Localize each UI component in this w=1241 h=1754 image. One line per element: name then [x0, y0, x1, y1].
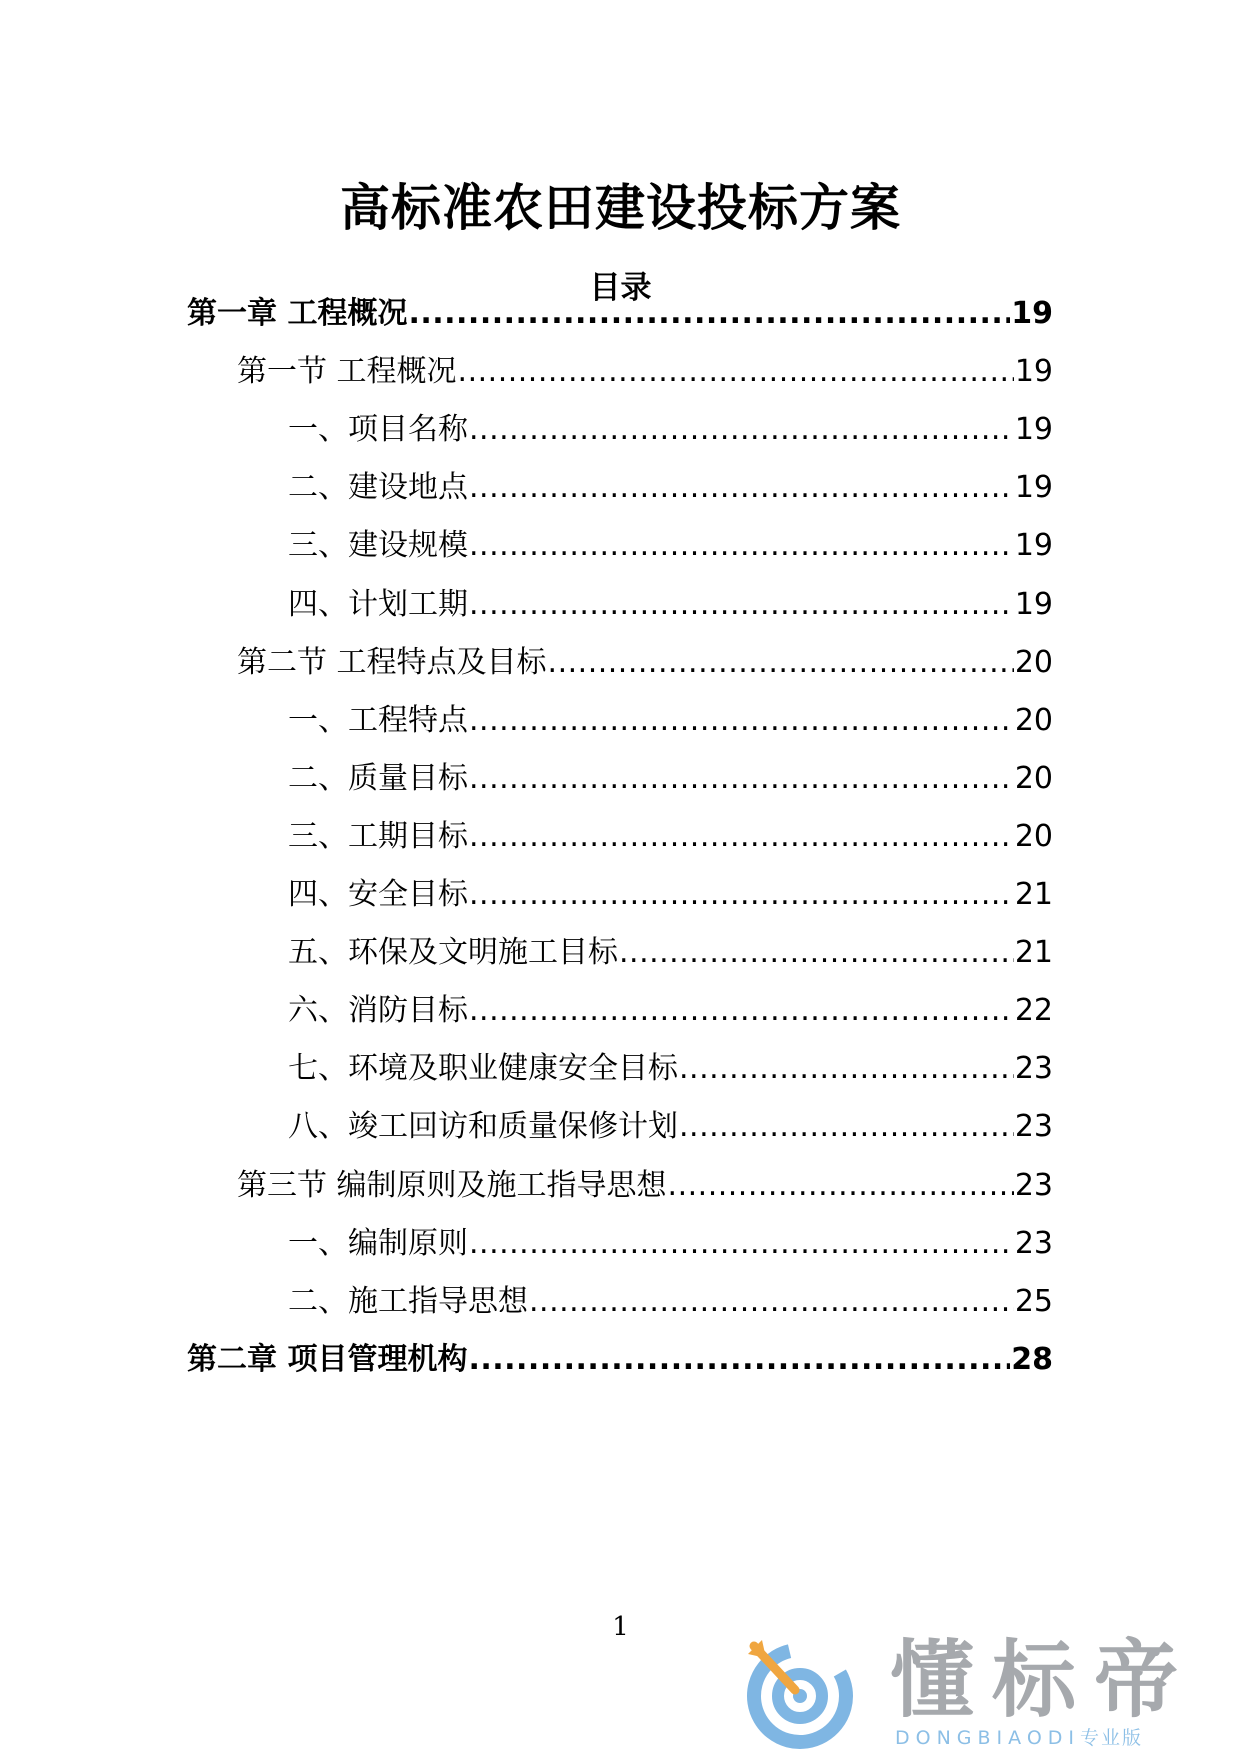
toc-entry-label: 二、施工指导思想	[288, 1284, 528, 1319]
toc-entry-label: 第一节 工程概况	[237, 354, 457, 389]
target-arrow-icon	[740, 1632, 860, 1752]
toc-dot-leader	[529, 1280, 1014, 1324]
toc-entry-page: 19	[1014, 528, 1053, 563]
toc-entry[interactable]	[187, 1338, 1053, 1382]
toc-entry[interactable]	[288, 583, 1053, 627]
toc-entry[interactable]	[288, 1047, 1053, 1091]
toc-entry-label: 五、环保及文明施工目标	[288, 935, 618, 970]
toc-entry[interactable]	[288, 1222, 1053, 1266]
toc-dot-leader	[469, 815, 1014, 859]
toc-dot-leader	[469, 524, 1014, 568]
toc-dot-leader	[469, 408, 1014, 452]
watermark-latin: DONGBIAODI	[895, 1727, 1081, 1749]
toc-entry-label: 一、工程特点	[288, 703, 468, 738]
toc-entry[interactable]	[288, 815, 1053, 859]
toc-entry-page: 20	[1014, 819, 1053, 854]
toc-entry-page: 19	[1014, 412, 1053, 447]
toc-dot-leader	[469, 583, 1014, 627]
toc-dot-leader	[679, 1047, 1014, 1091]
toc-dot-leader	[469, 1222, 1014, 1266]
toc-entry[interactable]	[288, 408, 1053, 452]
toc-entry[interactable]	[288, 466, 1053, 510]
toc-entry-page: 21	[1014, 935, 1053, 970]
watermark-edition: 专业版	[1080, 1727, 1144, 1749]
toc-entry-page: 20	[1014, 645, 1053, 680]
toc-entry[interactable]	[288, 757, 1053, 801]
toc-dot-leader	[469, 757, 1014, 801]
toc-entry[interactable]	[288, 1105, 1053, 1149]
toc-entry-label: 第三节 编制原则及施工指导思想	[237, 1168, 667, 1203]
toc-dot-leader	[668, 1164, 1014, 1208]
toc-entry[interactable]	[187, 292, 1053, 336]
toc-dot-leader	[458, 350, 1014, 394]
toc-dot-leader	[469, 873, 1014, 917]
toc-entry-label: 二、建设地点	[288, 470, 468, 505]
toc-entry-page: 23	[1014, 1168, 1053, 1203]
toc-entry-label: 三、工期目标	[288, 819, 468, 854]
toc-entry-page: 28	[1011, 1342, 1053, 1377]
toc-entry-page: 23	[1014, 1226, 1053, 1261]
toc-dot-leader	[408, 292, 1010, 336]
toc-entry-label: 二、质量目标	[288, 761, 468, 796]
toc-entry-page: 19	[1011, 296, 1053, 331]
toc-entry[interactable]	[288, 524, 1053, 568]
toc-entry-label: 八、竣工回访和质量保修计划	[288, 1109, 678, 1144]
toc-entry-page: 20	[1014, 761, 1053, 796]
toc-entry[interactable]	[288, 1280, 1053, 1324]
toc-entry[interactable]	[288, 931, 1053, 975]
toc-entry-label: 第二章 项目管理机构	[187, 1342, 468, 1377]
toc-entry-label: 第一章 工程概况	[187, 296, 408, 331]
watermark-brand: 懂标帝	[890, 1631, 1197, 1729]
toc-entry[interactable]	[237, 350, 1053, 394]
toc-entry-page: 20	[1014, 703, 1053, 738]
toc-dot-leader	[468, 1338, 1010, 1382]
toc-entry-label: 一、编制原则	[288, 1226, 468, 1261]
toc-entry-page: 22	[1014, 993, 1053, 1028]
toc-entry-label: 第二节 工程特点及目标	[237, 645, 547, 680]
toc-entry-page: 23	[1014, 1051, 1053, 1086]
toc-entry-label: 四、计划工期	[288, 587, 468, 622]
toc-dot-leader	[469, 989, 1014, 1033]
toc-dot-leader	[469, 466, 1014, 510]
toc-entry-page: 19	[1014, 470, 1053, 505]
watermark-subtitle	[895, 1725, 1143, 1751]
toc-entry-page: 23	[1014, 1109, 1053, 1144]
toc-entry[interactable]	[237, 641, 1053, 685]
toc-dot-leader	[619, 931, 1014, 975]
toc-dot-leader	[679, 1105, 1014, 1149]
page-number: 1	[612, 1612, 629, 1642]
toc-entry[interactable]	[237, 1164, 1053, 1208]
toc-entry-page: 19	[1014, 587, 1053, 622]
toc-entry-page: 25	[1014, 1284, 1053, 1319]
toc-entry-label: 三、建设规模	[288, 528, 468, 563]
toc-entry[interactable]	[288, 873, 1053, 917]
toc-entry-page: 21	[1014, 877, 1053, 912]
toc-entry-label: 七、环境及职业健康安全目标	[288, 1051, 678, 1086]
toc-heading: 目录	[589, 270, 652, 306]
toc-entry-label: 四、安全目标	[288, 877, 468, 912]
toc-entry-page: 19	[1014, 354, 1053, 389]
watermark	[740, 1632, 1240, 1754]
toc-dot-leader	[469, 699, 1014, 743]
toc-entry-label: 一、项目名称	[288, 412, 468, 447]
toc-entry[interactable]	[288, 699, 1053, 743]
toc-entry-label: 六、消防目标	[288, 993, 468, 1028]
toc-entry[interactable]	[288, 989, 1053, 1033]
document-title: 高标准农田建设投标方案	[340, 179, 901, 237]
toc-dot-leader	[548, 641, 1014, 685]
